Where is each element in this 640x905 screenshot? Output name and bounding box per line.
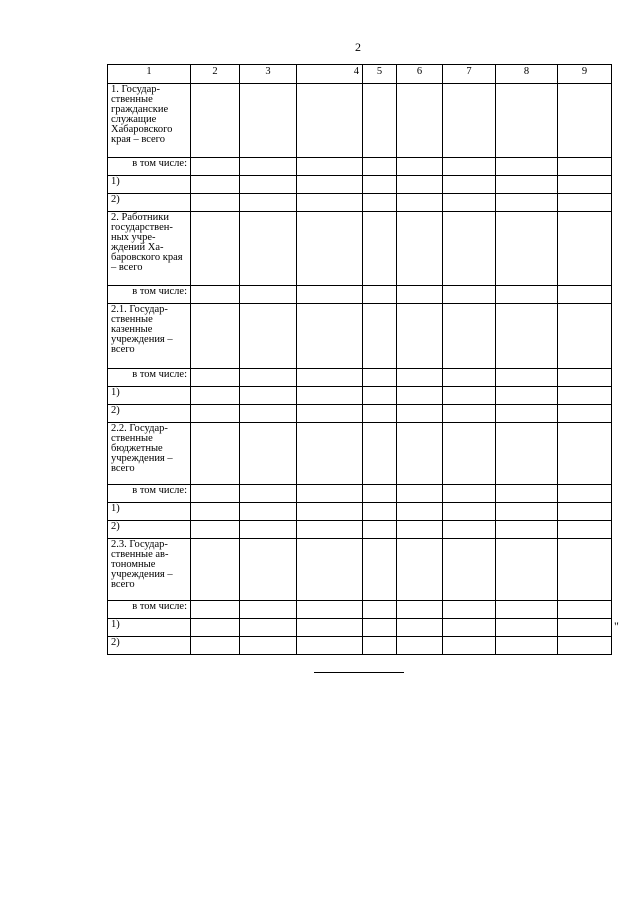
footer-divider [314, 672, 404, 673]
column-header-4: 4 [297, 65, 363, 84]
table-row [108, 158, 612, 176]
table-cell [443, 485, 496, 503]
page-number: 2 [355, 40, 361, 54]
table-cell [297, 84, 363, 158]
table-cell [240, 304, 297, 369]
row-label: в том числе: [108, 601, 191, 619]
table-cell [363, 387, 397, 405]
table-cell [240, 485, 297, 503]
table-cell [496, 212, 558, 286]
table-row [108, 521, 612, 539]
table-cell [496, 637, 558, 655]
table-cell [297, 405, 363, 423]
table-cell [496, 286, 558, 304]
row-label: 2) [108, 521, 191, 539]
table-cell [240, 503, 297, 521]
table-cell [443, 405, 496, 423]
table-row [108, 369, 612, 387]
table-cell [397, 619, 443, 637]
table-row [108, 304, 612, 369]
table-cell [496, 84, 558, 158]
table-cell [443, 387, 496, 405]
table-cell [191, 212, 240, 286]
table-row [108, 423, 612, 485]
table-row [108, 286, 612, 304]
table-row [108, 503, 612, 521]
table-cell [297, 286, 363, 304]
table-cell [496, 405, 558, 423]
row-label: 2) [108, 405, 191, 423]
row-label: 2) [108, 194, 191, 212]
table-cell [443, 601, 496, 619]
table-row [108, 212, 612, 286]
table-cell [363, 369, 397, 387]
table-cell [496, 194, 558, 212]
table-cell [397, 84, 443, 158]
table-cell [397, 304, 443, 369]
table-cell [558, 637, 612, 655]
row-label: 1) [108, 387, 191, 405]
table-cell [297, 521, 363, 539]
table-cell [297, 539, 363, 601]
table-cell [363, 485, 397, 503]
table-cell [558, 369, 612, 387]
table-cell [363, 601, 397, 619]
table-cell [191, 405, 240, 423]
table-cell [240, 212, 297, 286]
table-cell [297, 304, 363, 369]
table-cell [558, 405, 612, 423]
table-row [108, 637, 612, 655]
table-cell [496, 158, 558, 176]
table-cell [496, 387, 558, 405]
table-cell [496, 521, 558, 539]
table-cell [240, 369, 297, 387]
table-cell [240, 176, 297, 194]
column-header-6: 6 [397, 65, 443, 84]
table-cell [443, 212, 496, 286]
column-header-8: 8 [496, 65, 558, 84]
table-cell [443, 369, 496, 387]
row-label: в том числе: [108, 158, 191, 176]
table-cell [240, 84, 297, 158]
table-cell [191, 387, 240, 405]
table-cell [443, 521, 496, 539]
table-cell [240, 194, 297, 212]
table-cell [297, 176, 363, 194]
table-cell [496, 304, 558, 369]
table-cell [363, 194, 397, 212]
row-label: в том числе: [108, 369, 191, 387]
table-cell [297, 212, 363, 286]
table-cell [558, 539, 612, 601]
table-cell [191, 619, 240, 637]
table-cell [191, 637, 240, 655]
table-cell [397, 176, 443, 194]
table-cell [496, 369, 558, 387]
column-header-1: 1 [108, 65, 191, 84]
table-cell [240, 158, 297, 176]
table-cell [363, 158, 397, 176]
table-cell [496, 423, 558, 485]
table-cell [443, 286, 496, 304]
table-cell [297, 194, 363, 212]
table-cell [558, 601, 612, 619]
table-cell [363, 212, 397, 286]
table-cell [496, 619, 558, 637]
table-row [108, 84, 612, 158]
table-cell [443, 194, 496, 212]
table-cell [240, 405, 297, 423]
table-cell [191, 158, 240, 176]
table-row [108, 619, 612, 637]
table-cell [397, 286, 443, 304]
row-label: 1) [108, 503, 191, 521]
table-cell [558, 158, 612, 176]
table-cell [363, 304, 397, 369]
table-cell [558, 176, 612, 194]
table-cell [397, 387, 443, 405]
table-cell [297, 369, 363, 387]
table-cell [397, 539, 443, 601]
table-cell [397, 503, 443, 521]
table-cell [297, 601, 363, 619]
table-cell [443, 423, 496, 485]
table-cell [191, 176, 240, 194]
closing-quote: " [614, 619, 619, 633]
table-cell [397, 369, 443, 387]
table-cell [191, 539, 240, 601]
table-row [108, 405, 612, 423]
table-cell [443, 539, 496, 601]
table-cell [558, 286, 612, 304]
table-cell [443, 619, 496, 637]
table-cell [363, 637, 397, 655]
table-cell [496, 539, 558, 601]
table-cell [397, 423, 443, 485]
table-cell [240, 387, 297, 405]
table-row [108, 194, 612, 212]
header-row [108, 65, 612, 84]
row-label: в том числе: [108, 286, 191, 304]
column-header-5: 5 [363, 65, 397, 84]
table-cell [363, 286, 397, 304]
table-cell [191, 194, 240, 212]
table-body [108, 84, 612, 655]
table-cell [363, 423, 397, 485]
table-cell [191, 369, 240, 387]
table-cell [191, 286, 240, 304]
row-label: 1. Государ-ственные гражданские служащие Хабаровского края – всего [108, 84, 191, 158]
table-cell [443, 176, 496, 194]
table-cell [363, 521, 397, 539]
table-cell [558, 619, 612, 637]
table-row [108, 176, 612, 194]
table-cell [397, 485, 443, 503]
table-cell [558, 521, 612, 539]
table-cell [191, 601, 240, 619]
row-label: в том числе: [108, 485, 191, 503]
table-cell [496, 176, 558, 194]
row-label: 2) [108, 637, 191, 655]
table-cell [363, 619, 397, 637]
table-cell [297, 637, 363, 655]
table-cell [191, 304, 240, 369]
table-cell [363, 176, 397, 194]
table-cell [397, 194, 443, 212]
row-label: 2.2. Государ-ственные бюджетные учреждения – всего [108, 423, 191, 485]
table-cell [363, 84, 397, 158]
table-cell [397, 601, 443, 619]
table-cell [240, 423, 297, 485]
table-cell [240, 286, 297, 304]
column-header-3: 3 [240, 65, 297, 84]
table-cell [496, 485, 558, 503]
table-cell [240, 619, 297, 637]
data-table [107, 64, 612, 655]
row-label: 1) [108, 619, 191, 637]
table-cell [558, 304, 612, 369]
table-cell [363, 405, 397, 423]
table-cell [297, 387, 363, 405]
table-cell [297, 158, 363, 176]
table-cell [397, 637, 443, 655]
table-cell [191, 84, 240, 158]
table-cell [191, 485, 240, 503]
table-cell [558, 485, 612, 503]
table-cell [363, 539, 397, 601]
table-cell [397, 212, 443, 286]
column-header-7: 7 [443, 65, 496, 84]
table-cell [240, 521, 297, 539]
table-cell [443, 304, 496, 369]
table-cell [397, 521, 443, 539]
table-row [108, 601, 612, 619]
column-header-2: 2 [191, 65, 240, 84]
table-row [108, 387, 612, 405]
table-cell [558, 84, 612, 158]
column-header-9: 9 [558, 65, 612, 84]
table-cell [363, 503, 397, 521]
table-cell [558, 194, 612, 212]
table-cell [240, 539, 297, 601]
table-cell [191, 423, 240, 485]
table-cell [191, 503, 240, 521]
row-label: 1) [108, 176, 191, 194]
table-cell [240, 637, 297, 655]
table-cell [297, 485, 363, 503]
row-label: 2.1. Государ-ственные казенные учреждения – всего [108, 304, 191, 369]
table-cell [240, 601, 297, 619]
table-cell [496, 503, 558, 521]
table-cell [443, 158, 496, 176]
table-cell [443, 637, 496, 655]
table-cell [443, 503, 496, 521]
table-row [108, 539, 612, 601]
table-cell [443, 84, 496, 158]
table-cell [397, 405, 443, 423]
table-cell [397, 158, 443, 176]
table-cell [297, 423, 363, 485]
table-cell [558, 423, 612, 485]
table-cell [558, 387, 612, 405]
table-cell [191, 521, 240, 539]
table-cell [558, 503, 612, 521]
row-label: 2.3. Государ-ственные ав-тономные учреждения – всего [108, 539, 191, 601]
table-cell [297, 619, 363, 637]
table-cell [496, 601, 558, 619]
table-row [108, 485, 612, 503]
table-cell [297, 503, 363, 521]
row-label: 2. Работники государствен-ных учре-ждений Ха-баровского края – всего [108, 212, 191, 286]
table-cell [558, 212, 612, 286]
